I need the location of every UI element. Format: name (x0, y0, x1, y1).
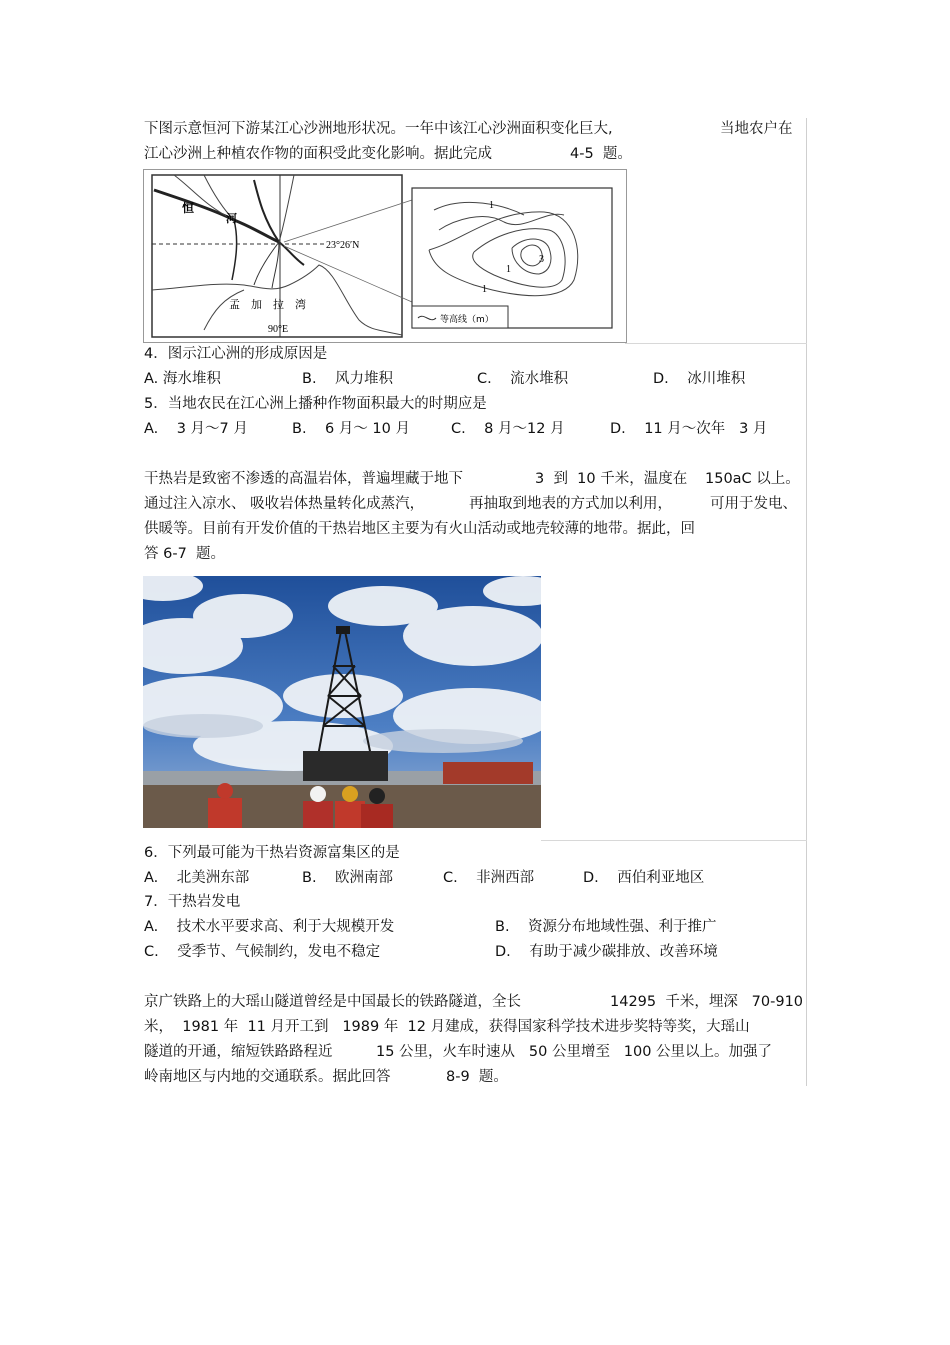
intro2-line2-end: 可用于发电、 (710, 496, 797, 512)
bay-label-2: 加 (251, 299, 262, 311)
river-branch (272, 242, 279, 288)
q4-option-a: A. 海水堆积 (144, 371, 221, 387)
q7-option-c: C. 受季节、气候制约，发电不稳定 (144, 944, 381, 960)
map-svg (144, 170, 626, 342)
q4-option-b: B. 风力堆积 (302, 371, 393, 387)
q7-option-b: B. 资源分布地域性强、利于推广 (495, 919, 717, 935)
q5-option-c: C. 8 月～12 月 (451, 421, 565, 437)
intro3-line1: 京广铁路上的大瑶山隧道曾经是中国最长的铁路隧道，全长 (144, 994, 521, 1010)
q6-option-a: A. 北美洲东部 (144, 870, 250, 886)
q6-option-d: D. 西伯利亚地区 (583, 870, 705, 886)
intro2-line1-end: 150aC 以上。 (705, 471, 800, 487)
zoom-line (284, 246, 412, 302)
q5-stem: 5．当地农民在江心洲上播种作物面积最大的时期应是 (144, 396, 487, 412)
intro2-line4: 答 6-7 题。 (144, 546, 226, 562)
q4-option-d: D. 冰川堆积 (653, 371, 746, 387)
legend-label: 等高线（m） (440, 315, 494, 325)
intro1-line1-end: 当地农户在 (720, 121, 793, 137)
intro2-line1-mid: 3 到 10 千米，温度在 (535, 471, 688, 487)
q4-option-c: C. 流水堆积 (477, 371, 569, 387)
map-frame (152, 175, 402, 337)
longitude-label: 90°E (268, 324, 289, 335)
equipment (443, 762, 533, 784)
q4-stem: 4．图示江心洲的形成原因是 (144, 346, 328, 362)
q7-option-d: D. 有助于减少碳排放、改善环境 (495, 944, 718, 960)
intro3-line3: 隧道的开通，缩短铁路路程近 (144, 1044, 333, 1060)
q6-stem: 6．下列最可能为干热岩资源富集区的是 (144, 845, 400, 861)
intro3-line4-end: 8-9 题。 (446, 1069, 508, 1085)
river-branch (254, 242, 279, 285)
intro1-line2-end: 4-5 题。 (570, 146, 632, 162)
divider-line (541, 840, 807, 841)
intro3-line4: 岭南地区与内地的交通联系。据此回答 (144, 1069, 391, 1085)
intro2-line1: 干热岩是致密不渗透的高温岩体，普遍埋藏于地下 (144, 471, 463, 487)
intro1-line1: 下图示意恒河下游某江心沙洲地形状况。一年中该江心沙洲面积变化巨大, (144, 121, 613, 137)
bay-label-1: 孟 (229, 299, 240, 311)
contour-value: 1 (489, 200, 494, 211)
divider-line (625, 343, 807, 344)
q6-option-c: C. 非洲西部 (443, 870, 535, 886)
bay-label-3: 拉 (273, 299, 284, 311)
rig-base (303, 751, 388, 781)
intro2-line2: 通过注入凉水、 吸收岩体热量转化成蒸汽， (144, 496, 425, 512)
zoom-line (284, 200, 412, 242)
contour-value: 1 (506, 264, 511, 275)
bay-label-4: 湾 (295, 299, 306, 311)
photo-svg (143, 576, 541, 828)
contour-value: 3 (539, 254, 544, 265)
river-branch (279, 175, 294, 242)
ganges-label: 恒 (182, 201, 195, 215)
ganges-map-figure (143, 169, 627, 343)
q7-option-a: A. 技术水平要求高、利于大规模开发 (144, 919, 395, 935)
intro3-line3-end: 15 公里，火车时速从 50 公里增至 100 公里以上。加强了 (376, 1044, 773, 1060)
intro3-line1-end: 14295 千米，埋深 70-910 (610, 994, 804, 1010)
q5-option-a: A. 3 月～7 月 (144, 421, 248, 437)
q7-stem: 7．干热岩发电 (144, 894, 241, 910)
latitude-label: 23°26′N (326, 240, 360, 251)
intro2-line3: 供暖等。目前有开发价值的干热岩地区主要为有火山活动或地壳较薄的地带。据此，回 (144, 521, 695, 537)
contour-value: 1 (482, 284, 487, 295)
intro1-line2: 江心沙洲上种植农作物的面积受此变化影响。据此完成 (144, 146, 492, 162)
river-label: 河 (226, 213, 237, 225)
q5-option-b: B. 6 月～ 10 月 (292, 421, 410, 437)
intro3-line2: 米， 1981 年 11 月开工到 1989 年 12 月建成，获得国家科学技术进步奖特等奖，大瑶山 (144, 1019, 750, 1035)
intro2-line2-mid: 再抽取到地表的方式加以利用， (469, 496, 672, 512)
q6-option-b: B. 欧洲南部 (302, 870, 393, 886)
river-branch (232, 220, 237, 280)
right-border-line (806, 118, 807, 1086)
q5-option-d: D. 11 月～次年 3 月 (610, 421, 768, 437)
drilling-rig-photo (143, 576, 541, 828)
